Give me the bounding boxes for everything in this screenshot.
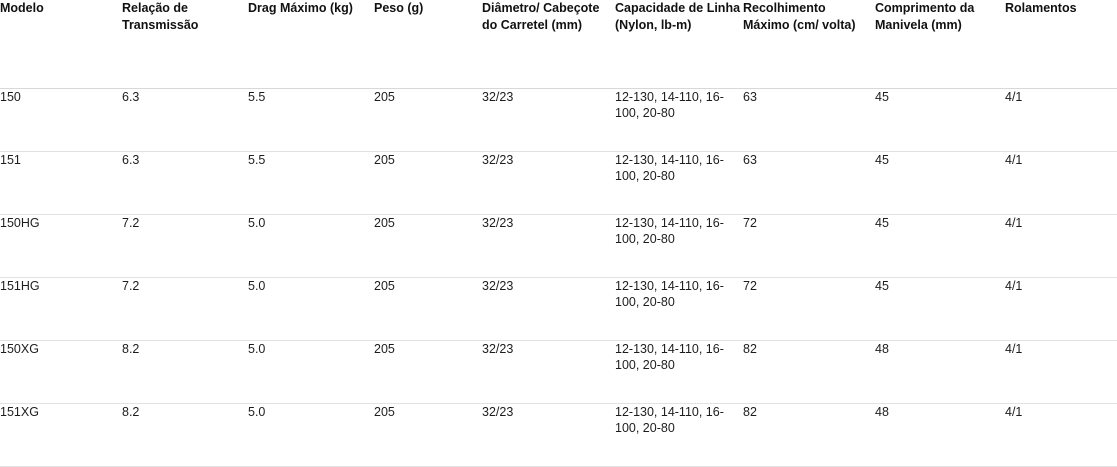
column-header-diametro-carretel: Diâmetro/ Cabeçote do Carretel (mm) <box>482 1 600 32</box>
cell-peso: 205 <box>374 278 395 293</box>
cell-diametro: 32/23 <box>482 404 514 419</box>
column-header-rolamentos: Rolamentos <box>1005 1 1077 15</box>
cell-drag: 5.5 <box>248 89 266 104</box>
cell-rolamentos: 4/1 <box>1005 278 1023 293</box>
cell-recolhimento: 72 <box>743 215 757 230</box>
cell-modelo: 151HG <box>0 278 40 293</box>
column-header-relacao-transmissao: Relação de Transmissão <box>122 1 199 32</box>
cell-rolamentos: 4/1 <box>1005 404 1023 419</box>
cell-diametro: 32/23 <box>482 215 514 230</box>
column-header-drag-maximo: Drag Máximo (kg) <box>248 1 353 15</box>
cell-modelo: 151XG <box>0 404 39 419</box>
cell-capacidade: 12-130, 14-110, 16-100, 20-80 <box>615 152 724 184</box>
cell-relacao: 8.2 <box>122 341 140 356</box>
cell-diametro: 32/23 <box>482 278 514 293</box>
cell-relacao: 7.2 <box>122 215 140 230</box>
cell-manivela: 45 <box>875 278 889 293</box>
column-header-peso: Peso (g) <box>374 1 424 15</box>
cell-relacao: 7.2 <box>122 278 140 293</box>
cell-rolamentos: 4/1 <box>1005 215 1023 230</box>
cell-rolamentos: 4/1 <box>1005 152 1023 167</box>
cell-peso: 205 <box>374 341 395 356</box>
cell-rolamentos: 4/1 <box>1005 89 1023 104</box>
cell-manivela: 45 <box>875 89 889 104</box>
cell-peso: 205 <box>374 89 395 104</box>
cell-relacao: 6.3 <box>122 152 140 167</box>
cell-capacidade: 12-130, 14-110, 16-100, 20-80 <box>615 404 724 436</box>
cell-modelo: 151 <box>0 152 21 167</box>
cell-manivela: 45 <box>875 152 889 167</box>
column-header-recolhimento-maximo: Recolhimento Máximo (cm/ volta) <box>743 1 856 32</box>
table-row <box>0 403 1117 466</box>
cell-diametro: 32/23 <box>482 89 514 104</box>
cell-drag: 5.0 <box>248 341 266 356</box>
table-row <box>0 214 1117 277</box>
cell-manivela: 48 <box>875 341 889 356</box>
cell-recolhimento: 63 <box>743 89 757 104</box>
cell-peso: 205 <box>374 404 395 419</box>
table-row <box>0 88 1117 151</box>
cell-diametro: 32/23 <box>482 152 514 167</box>
cell-capacidade: 12-130, 14-110, 16-100, 20-80 <box>615 341 724 373</box>
cell-capacidade: 12-130, 14-110, 16-100, 20-80 <box>615 215 724 247</box>
table-row <box>0 340 1117 403</box>
cell-manivela: 48 <box>875 404 889 419</box>
column-header-modelo: Modelo <box>0 1 44 15</box>
cell-recolhimento: 72 <box>743 278 757 293</box>
cell-manivela: 45 <box>875 215 889 230</box>
cell-drag: 5.0 <box>248 404 266 419</box>
cell-modelo: 150 <box>0 89 21 104</box>
cell-peso: 205 <box>374 152 395 167</box>
cell-drag: 5.5 <box>248 152 266 167</box>
cell-modelo: 150XG <box>0 341 39 356</box>
table-body <box>0 88 1117 466</box>
table-header-row <box>0 0 1117 88</box>
cell-recolhimento: 63 <box>743 152 757 167</box>
table-row <box>0 277 1117 340</box>
cell-relacao: 8.2 <box>122 404 140 419</box>
table-header <box>0 0 1117 88</box>
cell-recolhimento: 82 <box>743 404 757 419</box>
cell-drag: 5.0 <box>248 215 266 230</box>
table-row <box>0 151 1117 214</box>
column-header-comprimento-manivela: Comprimento da Manivela (mm) <box>875 1 975 32</box>
cell-diametro: 32/23 <box>482 341 514 356</box>
column-header-capacidade-linha: Capacidade de Linha (Nylon, lb-m) <box>615 1 741 32</box>
cell-peso: 205 <box>374 215 395 230</box>
cell-rolamentos: 4/1 <box>1005 341 1023 356</box>
cell-capacidade: 12-130, 14-110, 16-100, 20-80 <box>615 89 724 121</box>
cell-modelo: 150HG <box>0 215 40 230</box>
cell-capacidade: 12-130, 14-110, 16-100, 20-80 <box>615 278 724 310</box>
cell-relacao: 6.3 <box>122 89 140 104</box>
cell-recolhimento: 82 <box>743 341 757 356</box>
cell-drag: 5.0 <box>248 278 266 293</box>
